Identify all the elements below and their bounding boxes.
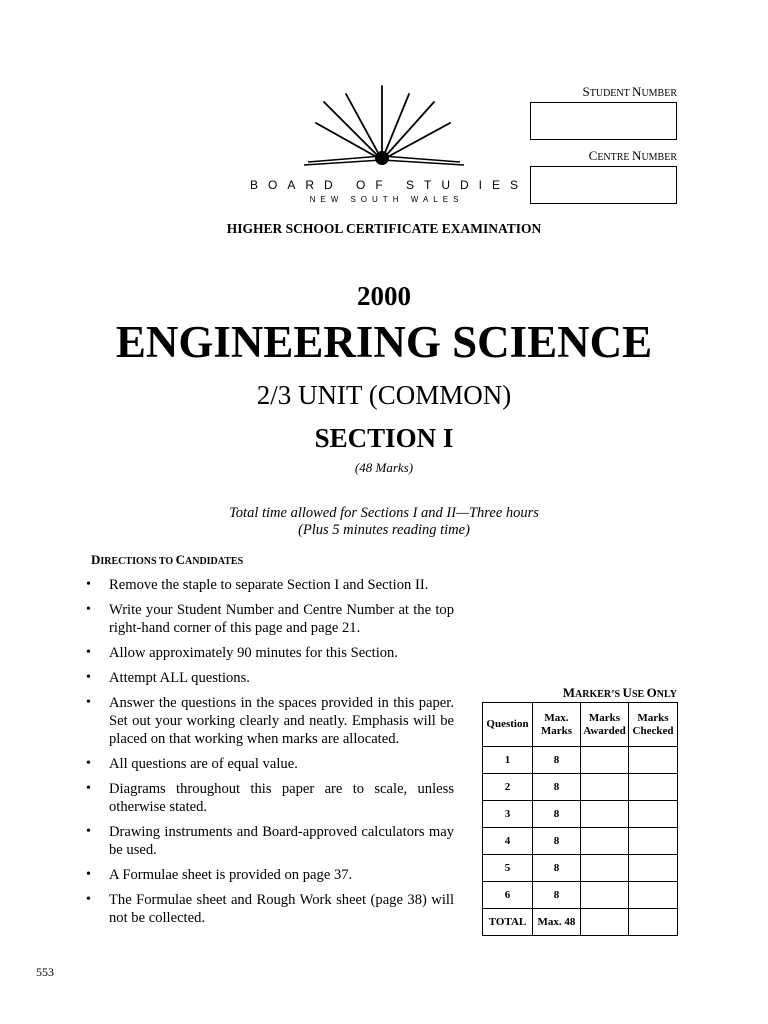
directions-list xyxy=(81,576,454,934)
table-row xyxy=(483,774,678,801)
question-number: 2 xyxy=(483,774,533,801)
page-code: 553 xyxy=(36,965,54,979)
centre-number-label: CENTRE NUMBER xyxy=(588,148,677,163)
marks-awarded-cell[interactable] xyxy=(581,747,629,774)
direction-item: • Write your Student Number and Centre Number at the top right-hand corner of this page and page 21. xyxy=(81,601,454,637)
centre-number-box[interactable] xyxy=(530,166,677,204)
direction-item: • All questions are of equal value. xyxy=(81,755,454,773)
reading-time: (Plus 5 minutes reading time) xyxy=(298,522,470,538)
max-marks: 8 xyxy=(533,747,581,774)
marks-checked-cell[interactable] xyxy=(629,774,678,801)
direction-item: • The Formulae sheet and Rough Work sheet (page 38) will not be collected. xyxy=(81,891,454,927)
question-number: 5 xyxy=(483,855,533,882)
header-marks-awarded: Marks Awarded xyxy=(581,703,629,747)
question-number: 1 xyxy=(483,747,533,774)
table-row xyxy=(483,828,678,855)
total-checked-cell[interactable] xyxy=(629,909,678,936)
marks-checked-cell[interactable] xyxy=(629,801,678,828)
direction-item: • Diagrams throughout this paper are to scale, unless otherwise stated. xyxy=(81,780,454,816)
marker-table xyxy=(482,702,678,936)
certificate-title: HIGHER SCHOOL CERTIFICATE EXAMINATION xyxy=(226,221,542,236)
marker-table-header xyxy=(483,703,678,747)
direction-item: • Answer the questions in the spaces provided in this paper. Set out your working clearly and neatly. Emphasis will be placed on that working when marks are allocated. xyxy=(81,694,454,748)
direction-item: • Drawing instruments and Board-approved calculators may be used. xyxy=(81,823,454,859)
table-row xyxy=(483,882,678,909)
marks-checked-cell[interactable] xyxy=(629,855,678,882)
org-name: BOARD OF STUDIES xyxy=(249,178,528,192)
table-total-row xyxy=(483,909,678,936)
question-number: 4 xyxy=(483,828,533,855)
max-marks: 8 xyxy=(533,882,581,909)
unit-title: 2/3 UNIT (COMMON) xyxy=(256,380,512,410)
header-max-marks: Max. Marks xyxy=(533,703,581,747)
student-number-box[interactable] xyxy=(530,102,677,140)
max-marks: 8 xyxy=(533,828,581,855)
header-marks-checked: Marks Checked xyxy=(629,703,678,747)
direction-item: • Attempt ALL questions. xyxy=(81,669,454,687)
marks-checked-cell[interactable] xyxy=(629,828,678,855)
table-row xyxy=(483,747,678,774)
total-label: TOTAL xyxy=(483,909,533,936)
question-number: 3 xyxy=(483,801,533,828)
marks-awarded-cell[interactable] xyxy=(581,882,629,909)
marks-awarded-cell[interactable] xyxy=(581,801,629,828)
table-row xyxy=(483,855,678,882)
rising-sun-book-icon xyxy=(300,84,470,170)
exam-year: 2000 xyxy=(357,281,411,311)
max-marks: 8 xyxy=(533,855,581,882)
directions-heading: DIRECTIONS TO CANDIDATES xyxy=(91,552,244,567)
header-question: Question xyxy=(483,703,533,747)
org-subtitle: NEW SOUTH WALES xyxy=(309,195,464,204)
time-allowed: Total time allowed for Sections I and II—Three hours xyxy=(229,505,539,521)
student-number-label: STUDENT NUMBER xyxy=(582,84,677,99)
table-row xyxy=(483,801,678,828)
max-marks: 8 xyxy=(533,774,581,801)
marks-awarded-cell[interactable] xyxy=(581,774,629,801)
marks-awarded-cell[interactable] xyxy=(581,828,629,855)
marks-awarded-cell[interactable] xyxy=(581,855,629,882)
marks-checked-cell[interactable] xyxy=(629,882,678,909)
max-marks: 8 xyxy=(533,801,581,828)
direction-item: • Remove the staple to separate Section I and Section II. xyxy=(81,576,454,594)
question-number: 6 xyxy=(483,882,533,909)
marks-checked-cell[interactable] xyxy=(629,747,678,774)
direction-item: • A Formulae sheet is provided on page 37. xyxy=(81,866,454,884)
total-max-marks: Max. 48 xyxy=(533,909,581,936)
total-awarded-cell[interactable] xyxy=(581,909,629,936)
marker-use-title: MARKER’S USE ONLY xyxy=(562,685,677,700)
section-title: SECTION I xyxy=(314,423,454,453)
section-marks: (48 Marks) xyxy=(354,460,414,475)
direction-item: • Allow approximately 90 minutes for this Section. xyxy=(81,644,454,662)
subject-title: ENGINEERING SCIENCE xyxy=(115,317,653,367)
